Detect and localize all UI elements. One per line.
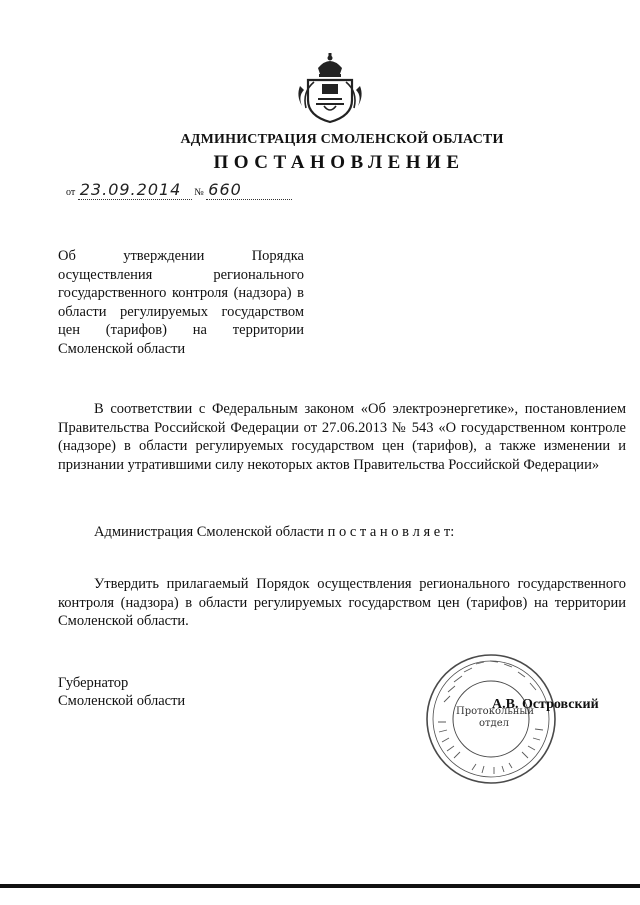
date-number-line [66,180,292,200]
resolution-lead: Администрация Смоленской области [94,524,324,540]
stamp-line-2: отдел [479,718,509,729]
preamble-paragraph: В соответствии с Федеральным законом «Об электроэнергетике», постановлением Правительства Российской Федерации от 27.06.2013 № 543 «О государственном контроле (надзоре) в области регулируемых государством цен (тарифов), а также изменении и признании утратившими силу некоторых актов Правительства Российской Федерации» [58,401,626,473]
smolensk-coat-of-arms-icon [292,52,368,124]
resolution-clause [58,523,626,542]
operative-paragraph: Утвердить прилагаемый Порядок осуществления регионального государственного контроля (надзора) в области регулируемых государством цен (тарифов) на территории Смоленской области. [58,576,626,629]
stamp-line-1: Протокольный [456,706,535,717]
page-bottom-rule [0,884,640,888]
document-subject: Об утверждении Порядка осуществления регионального государственного контроля (надзора) в области регулируемых государством цен (тарифов) на территории Смоленской области [58,248,304,357]
handwritten-date: 23.09.2014 [79,180,182,199]
signatory-name: А.В. Островский [492,697,599,712]
document-title: ПОСТАНОВЛЕНИЕ [213,152,465,173]
organization-name: АДМИНИСТРАЦИЯ СМОЛЕНСКОЙ ОБЛАСТИ [180,132,504,147]
position-line-2: Смоленской области [58,693,186,709]
number-field [206,180,292,200]
position-line-1: Губернатор [58,675,129,691]
date-field [78,180,192,200]
number-prefix: № [194,187,204,198]
date-prefix: от [66,187,76,198]
resolution-verb: п о с т а н о в л я е т: [327,524,455,540]
handwritten-number: 660 [208,180,242,199]
signatory-position [58,674,185,710]
